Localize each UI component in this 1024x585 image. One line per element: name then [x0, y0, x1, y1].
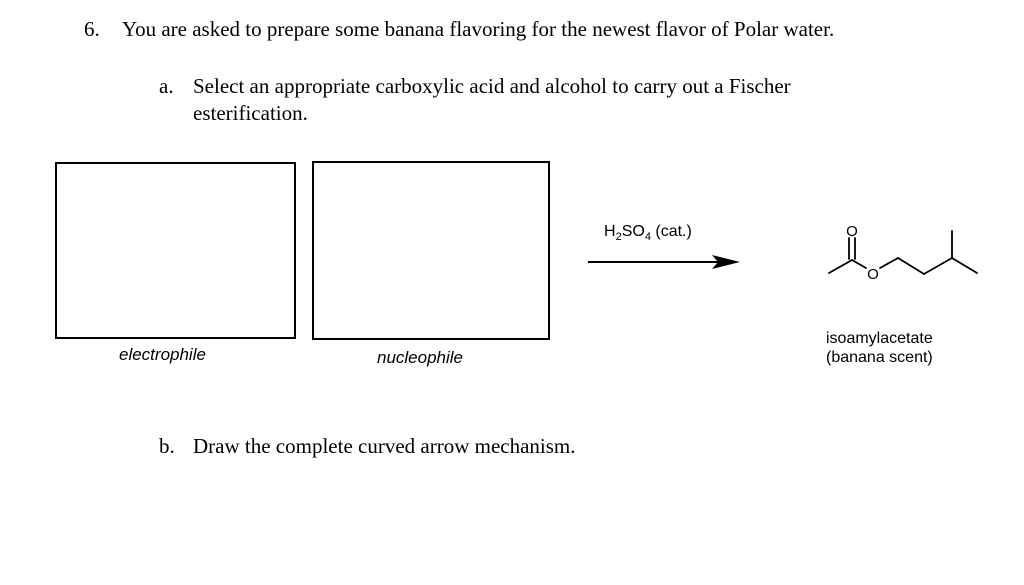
part-b-text: Draw the complete curved arrow mechanism.	[193, 434, 576, 458]
carbonyl-oxygen-label: O	[846, 223, 858, 240]
electrophile-label: electrophile	[119, 345, 206, 364]
reaction-arrow	[588, 255, 740, 269]
question-text: You are asked to prepare some banana flavoring for the newest flavor of Polar water.	[122, 17, 835, 41]
part-a-letter: a.	[159, 74, 174, 98]
reagent-label: $H_2SO_4$ (cat.)	[604, 223, 692, 244]
product-name	[826, 329, 933, 367]
nucleophile-label: nucleophile	[377, 348, 464, 367]
part-b-letter: b.	[159, 434, 175, 458]
product-name-line2: (banana scent)	[826, 349, 933, 366]
product-name-line1: isoamylacetate	[826, 330, 933, 347]
ester-oxygen-label: O	[867, 266, 879, 283]
part-a-text-line1: Select an appropriate carboxylic acid and alcohol to carry out a Fischer	[193, 74, 791, 98]
question-number: 6.	[84, 17, 100, 41]
part-a-text-line2: esterification.	[193, 101, 308, 125]
